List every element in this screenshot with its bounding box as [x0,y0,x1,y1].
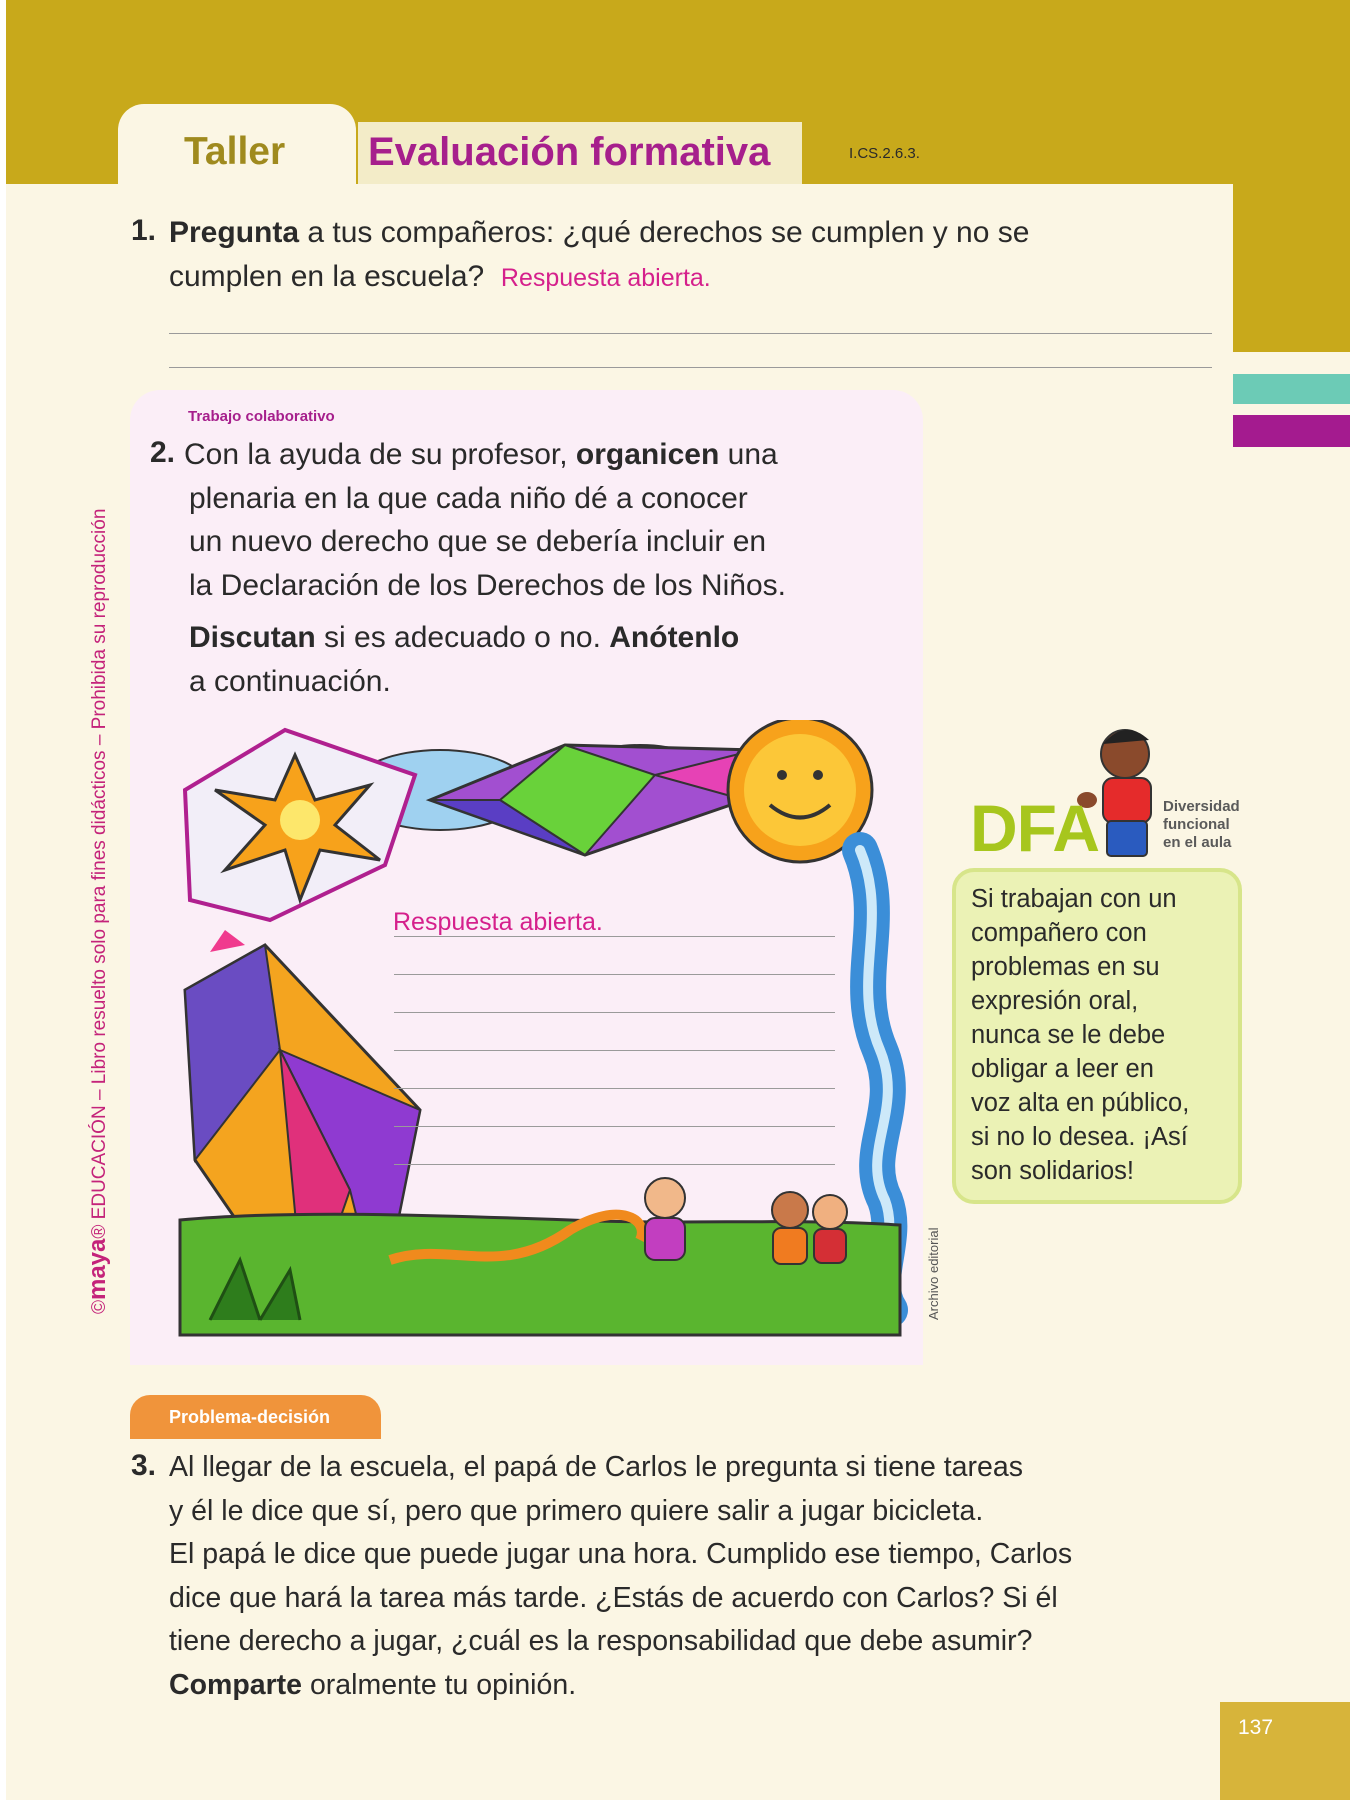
dfa-sub-line: en el aula [1163,834,1232,851]
dfa-tip-text [971,882,1237,1188]
q2-answer-line [394,1088,835,1089]
q3-number: 3. [131,1449,157,1482]
dfa-line: si no lo desea. ¡Así [971,1123,1188,1151]
dfa-line: expresión oral, [971,987,1139,1015]
teal-accent-bar [1233,374,1350,404]
q2-answer: Respuesta abierta. [393,908,603,936]
q1-answer-line [169,367,1212,368]
q3-text [169,1446,1229,1707]
q3-line: dice que hará la tarea más tarde. ¿Estás de acuerdo con Carlos? Si él [169,1581,1058,1614]
section-title: Evaluación formativa [368,130,771,174]
q2-answer-line [394,936,835,937]
collaborative-label: Trabajo colaborativo [188,408,335,425]
q3-line: tiene derecho a jugar, ¿cuál es la responsabilidad que debe asumir? [169,1625,1033,1657]
dfa-line: problemas en su [971,953,1160,981]
q3-line: Al llegar de la escuela, el papá de Carlos le pregunta si tiene tareas [169,1451,1023,1483]
q2-line6: a continuación. [189,664,391,698]
q2-answer-line [394,1012,835,1013]
dfa-line: obligar a leer en [971,1055,1154,1083]
tab-taller-label: Taller [184,130,286,173]
tab-taller [118,104,356,186]
copyright-symbol: © [89,1300,110,1314]
q2-verb-discutan: Discutan [189,621,316,654]
q1-answer: Respuesta abierta. [500,264,711,292]
copyright-text: ® EDUCACIÓN – Libro resuelto solo para fines didácticos – Prohibida su reproducción [89,508,110,1239]
dfa-line: son solidarios! [971,1157,1134,1185]
q1-number: 1. [131,214,157,247]
q2-verb-anotenlo: Anótenlo [609,621,740,654]
q1-answer-line [169,333,1212,334]
q3-line: El papá le dice que puede jugar una hora. Cumplido ese tiempo, Carlos [169,1538,1073,1570]
curriculum-code: I.CS.2.6.3. [849,145,920,162]
dfa-sub-line: funcional [1163,816,1230,833]
magenta-accent-bar [1233,415,1350,447]
q2-verb-organicen: organicen [575,438,720,471]
q2-answer-line [394,974,835,975]
page-number-box [1220,1702,1350,1800]
image-credit: Archivo editorial [926,1227,941,1320]
q3-line: y él le dice que sí, pero que primero quiere salir a jugar bicicleta. [169,1494,984,1527]
dfa-subtitle [1163,798,1240,852]
q2-text [184,433,884,703]
q2-line2: plenaria en la que cada niño dé a conocer [189,481,748,515]
problema-decision-tab [130,1395,381,1439]
right-margin-band [1233,184,1350,352]
dfa-line: Si trabajan con un [971,885,1177,913]
dfa-line: compañero con [971,919,1147,947]
problema-decision-label: Problema-decisión [169,1407,331,1427]
dfa-logo: DFA [970,791,1099,865]
q2-line1-end: una [719,438,778,471]
page-number: 137 [1238,1716,1274,1739]
q1-line1: a tus compañeros: ¿qué derechos se cumplen y no se [299,216,1030,249]
dfa-line: nunca se le debe [971,1021,1166,1049]
brand-logo: maya [84,1238,111,1300]
q1-verb: Pregunta [169,216,300,249]
kites-illustration [170,720,920,1340]
dfa-line: voz alta en público, [971,1089,1190,1117]
q2-answer-line [394,1126,835,1127]
tab-evaluacion-formativa [358,122,802,184]
left-edge-strip [0,0,6,1800]
q2-line1: Con la ayuda de su profesor, [184,438,576,471]
dfa-sub-line: Diversidad [1163,798,1240,815]
copyright-notice [84,484,112,1314]
q2-answer-line [394,1050,835,1051]
q2-line3: un nuevo derecho que se debería incluir en [189,525,767,558]
q2-line5: si es adecuado o no. [315,621,610,654]
q2-number: 2. [150,436,176,469]
q2-answer-line [394,1164,835,1165]
q1-text [169,211,1229,300]
q3-last-line: oralmente tu opinión. [302,1668,577,1701]
q2-line4: la Declaración de los Derechos de los Niños. [189,568,786,602]
q3-verb-comparte: Comparte [169,1668,303,1701]
q1-line2: cumplen en la escuela? [169,260,485,293]
